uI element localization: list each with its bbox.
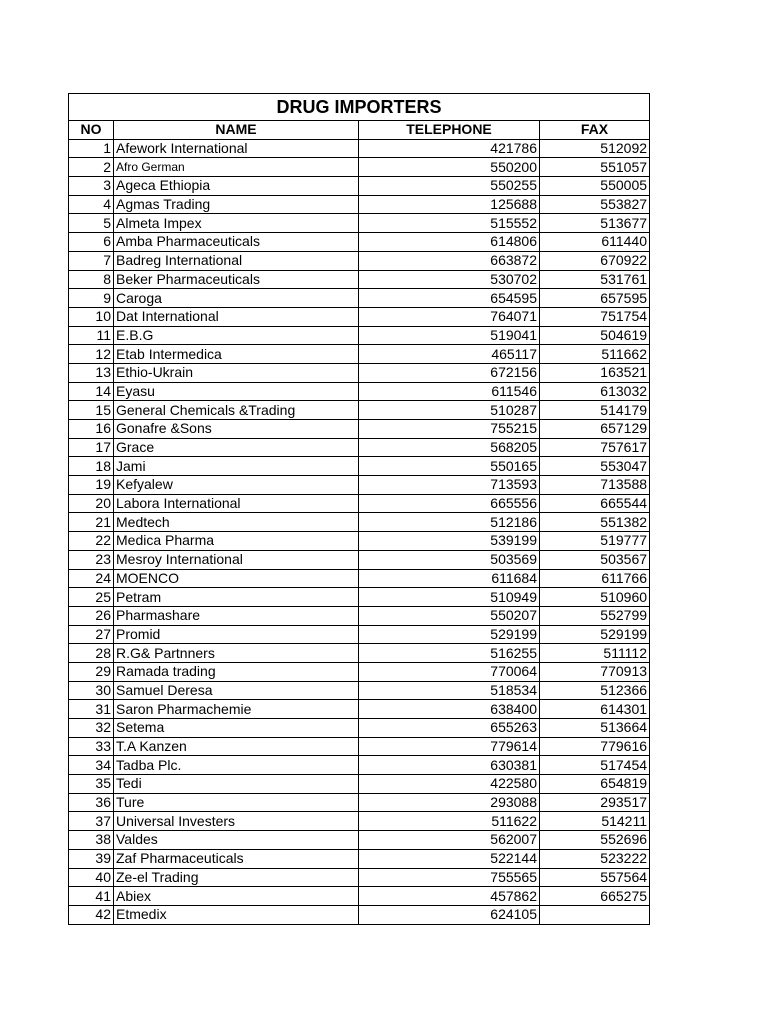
fax-number: 550005	[540, 177, 650, 196]
row-number: 34	[69, 756, 114, 775]
importer-name: Afework International	[114, 139, 359, 158]
telephone-number: 421786	[359, 139, 540, 158]
table-row	[69, 700, 650, 719]
importer-name: Ramada trading	[114, 662, 359, 681]
table-row	[69, 756, 650, 775]
row-number: 4	[69, 195, 114, 214]
telephone-number: 518534	[359, 681, 540, 700]
telephone-number: 510287	[359, 401, 540, 420]
telephone-number: 779614	[359, 737, 540, 756]
table-row	[69, 793, 650, 812]
row-number: 21	[69, 513, 114, 532]
table-row	[69, 457, 650, 476]
fax-number: 529199	[540, 625, 650, 644]
telephone-number: 457862	[359, 887, 540, 906]
fax-number: 551057	[540, 158, 650, 177]
table-row	[69, 550, 650, 569]
fax-number: 513677	[540, 214, 650, 233]
table-row	[69, 681, 650, 700]
row-number: 13	[69, 363, 114, 382]
table-row	[69, 849, 650, 868]
table-row	[69, 569, 650, 588]
row-number: 25	[69, 588, 114, 607]
fax-number: 163521	[540, 363, 650, 382]
table-row	[69, 494, 650, 513]
fax-number: 770913	[540, 662, 650, 681]
importer-name: Samuel Deresa	[114, 681, 359, 700]
importer-name: Gonafre &Sons	[114, 420, 359, 439]
table-title: DRUG IMPORTERS	[69, 94, 650, 121]
telephone-number: 550255	[359, 177, 540, 196]
telephone-number: 503569	[359, 550, 540, 569]
fax-number: 293517	[540, 793, 650, 812]
header-no: NO	[69, 121, 114, 140]
fax-number: 552799	[540, 606, 650, 625]
importer-name: Medica Pharma	[114, 532, 359, 551]
importer-name: Etmedix	[114, 905, 359, 924]
row-number: 33	[69, 737, 114, 756]
fax-number: 512092	[540, 139, 650, 158]
fax-number: 523222	[540, 849, 650, 868]
row-number: 36	[69, 793, 114, 812]
telephone-number: 519041	[359, 326, 540, 345]
importer-name: Tadba Plc.	[114, 756, 359, 775]
fax-number: 511112	[540, 644, 650, 663]
telephone-number: 522144	[359, 849, 540, 868]
table-row	[69, 831, 650, 850]
telephone-number: 562007	[359, 831, 540, 850]
table-row	[69, 588, 650, 607]
telephone-number: 465117	[359, 345, 540, 364]
fax-number: 779616	[540, 737, 650, 756]
fax-number: 513664	[540, 719, 650, 738]
telephone-number: 550207	[359, 606, 540, 625]
row-number: 11	[69, 326, 114, 345]
table-row	[69, 158, 650, 177]
row-number: 29	[69, 662, 114, 681]
row-number: 6	[69, 233, 114, 252]
telephone-number: 511622	[359, 812, 540, 831]
header-telephone: TELEPHONE	[359, 121, 540, 140]
telephone-number: 516255	[359, 644, 540, 663]
row-number: 5	[69, 214, 114, 233]
fax-number: 657595	[540, 289, 650, 308]
table-row	[69, 644, 650, 663]
telephone-number: 764071	[359, 307, 540, 326]
row-number: 39	[69, 849, 114, 868]
fax-number: 514179	[540, 401, 650, 420]
fax-number: 613032	[540, 382, 650, 401]
table-row	[69, 513, 650, 532]
fax-number: 512366	[540, 681, 650, 700]
importer-name: Tedi	[114, 775, 359, 794]
table-row	[69, 775, 650, 794]
fax-number: 551382	[540, 513, 650, 532]
table-row	[69, 289, 650, 308]
telephone-number: 770064	[359, 662, 540, 681]
importer-name: Labora International	[114, 494, 359, 513]
fax-number: 504619	[540, 326, 650, 345]
telephone-number: 550165	[359, 457, 540, 476]
importer-name: T.A Kanzen	[114, 737, 359, 756]
table-row	[69, 532, 650, 551]
fax-number: 514211	[540, 812, 650, 831]
telephone-number: 630381	[359, 756, 540, 775]
telephone-number: 568205	[359, 438, 540, 457]
row-number: 22	[69, 532, 114, 551]
telephone-number: 293088	[359, 793, 540, 812]
table-row	[69, 625, 650, 644]
table-row	[69, 195, 650, 214]
header-fax: FAX	[540, 121, 650, 140]
fax-number: 517454	[540, 756, 650, 775]
fax-number: 713588	[540, 476, 650, 495]
table-row	[69, 606, 650, 625]
importer-name: Etab Intermedica	[114, 345, 359, 364]
importer-name: Almeta Impex	[114, 214, 359, 233]
table-row	[69, 719, 650, 738]
importer-name: Ze-el Trading	[114, 868, 359, 887]
telephone-number: 515552	[359, 214, 540, 233]
telephone-number: 611684	[359, 569, 540, 588]
table-row	[69, 233, 650, 252]
importer-name: Ageca Ethiopia	[114, 177, 359, 196]
importer-name: Ture	[114, 793, 359, 812]
importer-name: MOENCO	[114, 569, 359, 588]
row-number: 42	[69, 905, 114, 924]
fax-number: 531761	[540, 270, 650, 289]
importer-name: Grace	[114, 438, 359, 457]
importer-name: Dat International	[114, 307, 359, 326]
header-row	[69, 121, 650, 140]
table-row	[69, 326, 650, 345]
table-row	[69, 662, 650, 681]
row-number: 3	[69, 177, 114, 196]
telephone-number: 654595	[359, 289, 540, 308]
row-number: 41	[69, 887, 114, 906]
row-number: 27	[69, 625, 114, 644]
importer-name: Pharmashare	[114, 606, 359, 625]
fax-number: 511662	[540, 345, 650, 364]
importer-name: Abiex	[114, 887, 359, 906]
row-number: 18	[69, 457, 114, 476]
fax-number: 757617	[540, 438, 650, 457]
importer-name: Badreg International	[114, 251, 359, 270]
table-row	[69, 737, 650, 756]
telephone-number: 663872	[359, 251, 540, 270]
telephone-number: 638400	[359, 700, 540, 719]
row-number: 20	[69, 494, 114, 513]
table-row	[69, 476, 650, 495]
row-number: 26	[69, 606, 114, 625]
importer-name: Saron Pharmachemie	[114, 700, 359, 719]
table-body	[69, 139, 650, 924]
importer-name: Afro German	[114, 158, 359, 177]
telephone-number: 614806	[359, 233, 540, 252]
telephone-number: 422580	[359, 775, 540, 794]
importer-name: Eyasu	[114, 382, 359, 401]
row-number: 2	[69, 158, 114, 177]
table-row	[69, 812, 650, 831]
fax-number	[540, 905, 650, 924]
telephone-number: 529199	[359, 625, 540, 644]
header-name: NAME	[114, 121, 359, 140]
row-number: 31	[69, 700, 114, 719]
table-row	[69, 270, 650, 289]
row-number: 10	[69, 307, 114, 326]
telephone-number: 611546	[359, 382, 540, 401]
table-row	[69, 905, 650, 924]
fax-number: 665275	[540, 887, 650, 906]
table-row	[69, 438, 650, 457]
fax-number: 611440	[540, 233, 650, 252]
fax-number: 614301	[540, 700, 650, 719]
importer-name: Universal Investers	[114, 812, 359, 831]
fax-number: 557564	[540, 868, 650, 887]
table-row	[69, 420, 650, 439]
row-number: 1	[69, 139, 114, 158]
row-number: 37	[69, 812, 114, 831]
telephone-number: 539199	[359, 532, 540, 551]
fax-number: 670922	[540, 251, 650, 270]
telephone-number: 512186	[359, 513, 540, 532]
telephone-number: 125688	[359, 195, 540, 214]
row-number: 40	[69, 868, 114, 887]
row-number: 16	[69, 420, 114, 439]
fax-number: 657129	[540, 420, 650, 439]
telephone-number: 510949	[359, 588, 540, 607]
row-number: 35	[69, 775, 114, 794]
importer-name: Setema	[114, 719, 359, 738]
importer-name: Caroga	[114, 289, 359, 308]
importer-name: Mesroy International	[114, 550, 359, 569]
fax-number: 654819	[540, 775, 650, 794]
importer-name: General Chemicals &Trading	[114, 401, 359, 420]
row-number: 23	[69, 550, 114, 569]
importer-name: Kefyalew	[114, 476, 359, 495]
row-number: 14	[69, 382, 114, 401]
fax-number: 665544	[540, 494, 650, 513]
telephone-number: 655263	[359, 719, 540, 738]
importer-name: E.B.G	[114, 326, 359, 345]
telephone-number: 672156	[359, 363, 540, 382]
row-number: 7	[69, 251, 114, 270]
importer-name: Agmas Trading	[114, 195, 359, 214]
telephone-number: 550200	[359, 158, 540, 177]
table-row	[69, 868, 650, 887]
title-row	[69, 94, 650, 121]
table-row	[69, 363, 650, 382]
row-number: 9	[69, 289, 114, 308]
importer-name: Beker Pharmaceuticals	[114, 270, 359, 289]
row-number: 28	[69, 644, 114, 663]
row-number: 30	[69, 681, 114, 700]
telephone-number: 713593	[359, 476, 540, 495]
telephone-number: 755215	[359, 420, 540, 439]
importer-name: R.G& Partnners	[114, 644, 359, 663]
telephone-number: 530702	[359, 270, 540, 289]
row-number: 32	[69, 719, 114, 738]
row-number: 38	[69, 831, 114, 850]
table-row	[69, 177, 650, 196]
importer-name: Promid	[114, 625, 359, 644]
table-row	[69, 401, 650, 420]
fax-number: 503567	[540, 550, 650, 569]
table-row	[69, 382, 650, 401]
importer-name: Amba Pharmaceuticals	[114, 233, 359, 252]
fax-number: 751754	[540, 307, 650, 326]
row-number: 12	[69, 345, 114, 364]
fax-number: 552696	[540, 831, 650, 850]
fax-number: 553827	[540, 195, 650, 214]
fax-number: 519777	[540, 532, 650, 551]
row-number: 17	[69, 438, 114, 457]
drug-importers-table	[68, 93, 650, 925]
table-row	[69, 214, 650, 233]
row-number: 8	[69, 270, 114, 289]
table-row	[69, 887, 650, 906]
telephone-number: 665556	[359, 494, 540, 513]
table-row	[69, 307, 650, 326]
fax-number: 553047	[540, 457, 650, 476]
importer-name: Medtech	[114, 513, 359, 532]
importer-name: Jami	[114, 457, 359, 476]
telephone-number: 624105	[359, 905, 540, 924]
fax-number: 510960	[540, 588, 650, 607]
row-number: 19	[69, 476, 114, 495]
importer-name: Ethio-Ukrain	[114, 363, 359, 382]
importer-name: Zaf Pharmaceuticals	[114, 849, 359, 868]
importer-name: Petram	[114, 588, 359, 607]
fax-number: 611766	[540, 569, 650, 588]
importer-name: Valdes	[114, 831, 359, 850]
table-row	[69, 139, 650, 158]
row-number: 15	[69, 401, 114, 420]
telephone-number: 755565	[359, 868, 540, 887]
table-row	[69, 345, 650, 364]
row-number: 24	[69, 569, 114, 588]
table-row	[69, 251, 650, 270]
